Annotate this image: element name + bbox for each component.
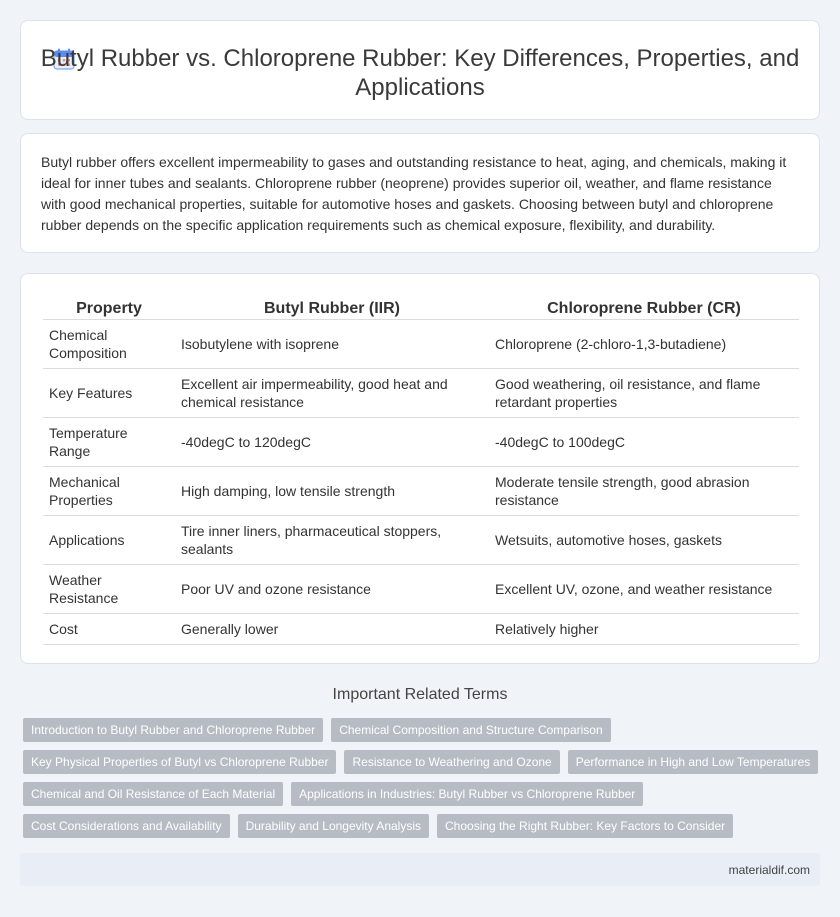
butyl-cell: Poor UV and ozone resistance [175,564,489,613]
page-title: Butyl Rubber vs. Chloroprene Rubber: Key Differences, Properties, and Applications [40,45,800,101]
butyl-cell: Excellent air impermeability, good heat and chemical resistance [175,368,489,417]
related-terms-list [23,718,823,846]
butyl-cell: -40degC to 120degC [175,417,489,466]
tag-row [23,814,823,838]
table-row [43,319,799,368]
table-row [43,417,799,466]
related-term-tag[interactable]: Chemical and Oil Resistance of Each Material [23,782,283,806]
related-term-tag[interactable]: Applications in Industries: Butyl Rubber vs Chloroprene Rubber [291,782,643,806]
comparison-table [43,294,799,645]
intro-card [20,133,820,253]
chloroprene-cell: -40degC to 100degC [489,417,799,466]
tag-row [23,782,823,806]
chloroprene-cell: Good weathering, oil resistance, and flame retardant properties [489,368,799,417]
related-term-tag[interactable]: Introduction to Butyl Rubber and Chloroprene Rubber [23,718,323,742]
property-cell: Applications [43,515,175,564]
butyl-cell: High damping, low tensile strength [175,466,489,515]
table-row [43,515,799,564]
table-row [43,368,799,417]
butyl-cell: Generally lower [175,613,489,644]
property-cell: Temperature Range [43,417,175,466]
property-cell: Mechanical Properties [43,466,175,515]
header-butyl: Butyl Rubber (IIR) [175,294,489,319]
related-term-tag[interactable]: Key Physical Properties of Butyl vs Chloroprene Rubber [23,750,336,774]
table-row [43,564,799,613]
property-cell: Key Features [43,368,175,417]
butyl-cell: Isobutylene with isoprene [175,319,489,368]
header-property: Property [43,294,175,319]
intro-paragraph: Butyl rubber offers excellent impermeability to gases and outstanding resistance to heat, aging, and chemicals, making it ideal for inner tubes and sealants. Chloroprene rubber (neoprene) provides superior oil, weather, and flame resistance with good mechanical properties, suitable for automotive hoses and gaskets. Choosing between butyl and chloroprene rubber depends on the specific application requirements such as chemical exposure, flexibility, and durability. [41,154,787,233]
related-term-tag[interactable]: Choosing the Right Rubber: Key Factors to Consider [437,814,733,838]
related-term-tag[interactable]: Chemical Composition and Structure Comparison [331,718,610,742]
footer [20,853,820,886]
title-card [20,20,820,120]
header-chloroprene: Chloroprene Rubber (CR) [489,294,799,319]
chloroprene-cell: Relatively higher [489,613,799,644]
chloroprene-cell: Excellent UV, ozone, and weather resistance [489,564,799,613]
butyl-cell: Tire inner liners, pharmaceutical stoppers, sealants [175,515,489,564]
related-term-tag[interactable]: Cost Considerations and Availability [23,814,230,838]
footer-site-link[interactable]: materialdif.com [728,863,810,877]
property-cell: Chemical Composition [43,319,175,368]
chloroprene-cell: Wetsuits, automotive hoses, gaskets [489,515,799,564]
tag-row [23,718,823,742]
related-term-tag[interactable]: Resistance to Weathering and Ozone [344,750,559,774]
chloroprene-cell: Moderate tensile strength, good abrasion resistance [489,466,799,515]
property-cell: Weather Resistance [43,564,175,613]
table-row [43,613,799,644]
related-term-tag[interactable]: Durability and Longevity Analysis [238,814,429,838]
tag-row [23,750,823,774]
table-row [43,466,799,515]
comparison-table-card [20,273,820,664]
property-cell: Cost [43,613,175,644]
related-terms-heading: Important Related Terms [332,686,508,703]
related-term-tag[interactable]: Performance in High and Low Temperatures [568,750,819,774]
chloroprene-cell: Chloroprene (2-chloro-1,3-butadiene) [489,319,799,368]
table-header-row [43,294,799,319]
